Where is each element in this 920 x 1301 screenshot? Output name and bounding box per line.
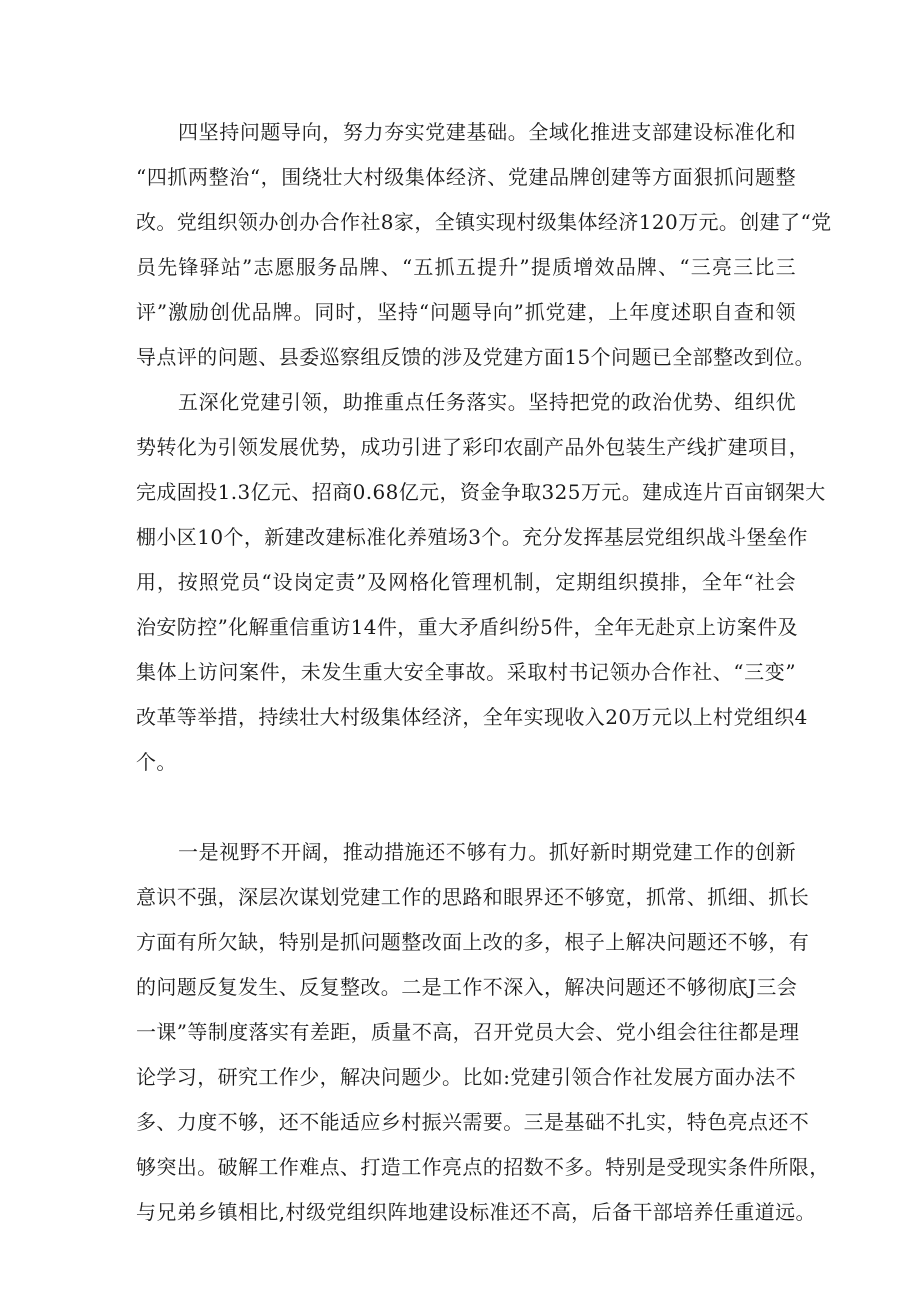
- text-line: 一课”等制度落实有差距，质量不高，召开党员大会、党小组会往往都是理: [136, 1020, 800, 1044]
- text-line: 评”激励创优品牌。同时，坚持“问题导向”抓党建，上年度述职自查和领: [136, 300, 796, 324]
- text-line: 改。党组织领办创办合作社8家，全镇实现村级集体经济120万元。创建了“党: [136, 210, 832, 234]
- text-line: 导点评的问题、县委巡察组反馈的涉及党建方面15个问题已全部整改到位。: [136, 345, 816, 369]
- text-line: 论学习，研究工作少，解决问题少。比如:党建引领合作社发展方面办法不: [136, 1065, 796, 1089]
- text-line: 用，按照党员“设岗定责”及网格化管理机制，定期组织摸排，全年“社会: [136, 570, 796, 594]
- text-line: 一是视野不开阔，推动措施还不够有力。抓好新时期党建工作的创新: [178, 840, 796, 864]
- text-line: 完成固投1.3亿元、招商0.68亿元，资金争取325万元。建成连片百亩钢架大: [136, 480, 826, 504]
- text-line: 五深化党建引领，助推重点任务落实。坚持把党的政治优势、组织优: [178, 390, 796, 414]
- text-line: 够突出。破解工作难点、打造工作亮点的招数不多。特别是受现实条件所限，: [136, 1155, 830, 1179]
- text-line: “四抓两整治“，围绕壮大村级集体经济、党建品牌创建等方面狠抓问题整: [136, 165, 796, 189]
- text-line: 与兄弟乡镇相比,村级党组织阵地建设标准还不高，后备干部培养任重道远。: [136, 1200, 816, 1224]
- text-line: 方面有所欠缺，特别是抓问题整改面上改的多，根子上解决问题还不够，有: [136, 930, 810, 954]
- text-line: 多、力度不够，还不能适应乡村振兴需要。三是基础不扎实，特色亮点还不: [136, 1110, 810, 1134]
- text-line: 集体上访问案件，未发生重大安全事故。采取村书记领办合作社、“三变”: [136, 660, 796, 684]
- text-line: 的问题反复发生、反复整改。二是工作不深入，解决问题还不够彻底J三会: [136, 975, 798, 999]
- text-line: 个。: [136, 750, 177, 774]
- text-line: 四坚持问题导向，努力夯实党建基础。全域化推进支部建设标准化和: [178, 120, 796, 144]
- text-line: 改革等举措，持续壮大村级集体经济，全年实现收入20万元以上村党组织4: [136, 705, 808, 729]
- text-line: 棚小区10个，新建改建标准化养殖场3个。充分发挥基层党组织战斗堡垒作: [136, 525, 808, 549]
- text-line: 员先锋驿站”志愿服务品牌、“五抓五提升”提质增效品牌、“三亮三比三: [136, 255, 796, 279]
- text-line: 治安防控”化解重信重访14件，重大矛盾纠纷5件，全年无赴京上访案件及: [136, 615, 798, 639]
- text-line: 意识不强，深层次谋划党建工作的思路和眼界还不够宽，抓常、抓细、抓长: [136, 885, 810, 909]
- text-line: 势转化为引领发展优势，成功引进了彩印农副产品外包装生产线扩建项目，: [136, 435, 810, 459]
